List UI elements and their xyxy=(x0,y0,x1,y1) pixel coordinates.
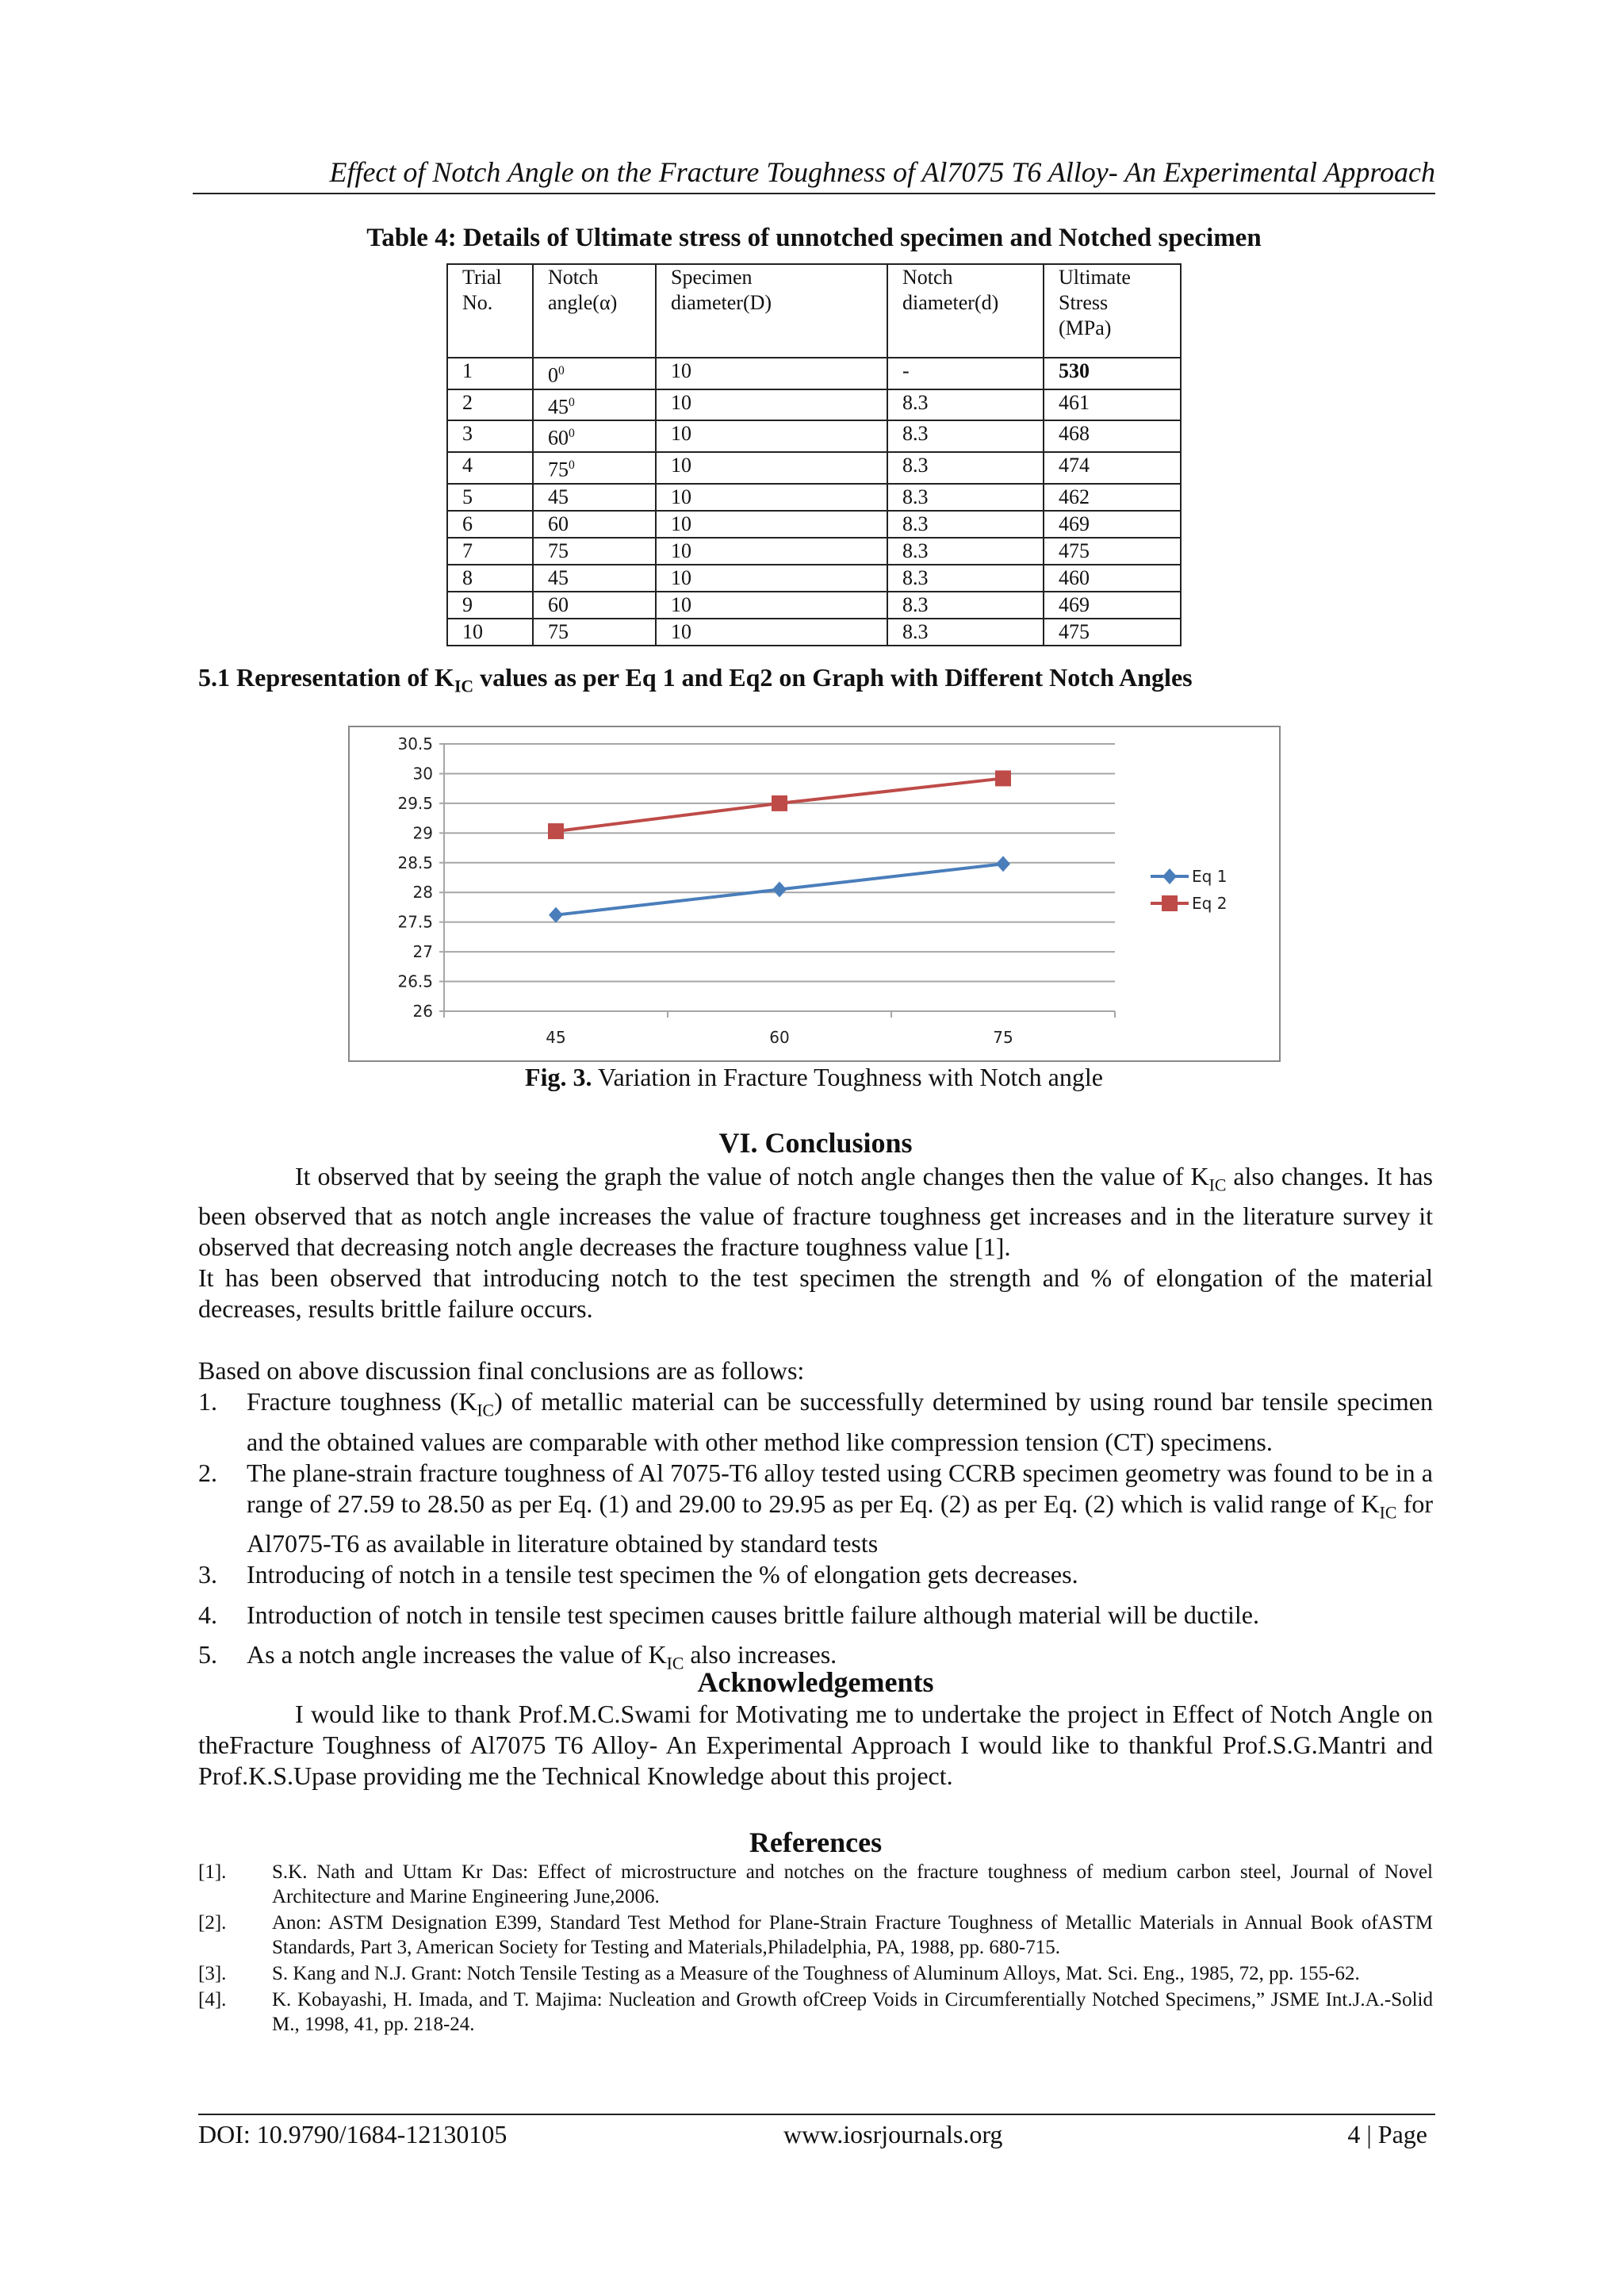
cell-value: 3 xyxy=(462,422,473,446)
cell-value: 8.3 xyxy=(902,453,929,477)
cell-value: 45 xyxy=(548,485,569,508)
cell-value: 462 xyxy=(1059,485,1090,508)
item-text xyxy=(247,1559,1433,1599)
table-cell xyxy=(887,358,1044,389)
sub: IC xyxy=(477,1401,495,1420)
degree-superscript: 0 xyxy=(569,395,575,409)
table-cell xyxy=(533,358,656,389)
header-line: diameter(d) xyxy=(902,291,999,314)
header-cell xyxy=(533,264,656,358)
cell-value: 10 xyxy=(671,619,691,643)
cell-value: - xyxy=(902,359,910,382)
heading-text: 5.1 Representation of K xyxy=(198,663,454,692)
cell-value: 10 xyxy=(671,422,691,446)
cell-value: 8.3 xyxy=(902,485,929,508)
text: also changes. It has been observed that as notch angle increases the value of fracture toughness get increases and in the literature survey it observed that decreasing notch angle decreases the fracture toughness value [1]. xyxy=(198,1162,1434,1262)
item-number: 2. xyxy=(198,1458,217,1487)
y-tick-label: 29 xyxy=(412,823,433,843)
table-cell xyxy=(447,619,533,646)
text: also increases. xyxy=(684,1639,837,1669)
table-row xyxy=(447,538,1181,565)
y-tick-label: 30 xyxy=(412,764,433,784)
y-tick-label: 29.5 xyxy=(397,793,433,813)
cell-value: 6 xyxy=(462,512,473,535)
data-point xyxy=(548,823,564,839)
header-cell xyxy=(1044,264,1181,358)
table-cell xyxy=(887,389,1044,421)
table-cell xyxy=(656,538,887,565)
figure-label: Fig. 3. xyxy=(525,1063,592,1091)
header-cell xyxy=(656,264,887,358)
text: for Al7075-T6 as available in literature obtained by standard tests xyxy=(247,1489,1434,1558)
y-tick-label: 27 xyxy=(412,942,433,962)
y-tick-label: 27.5 xyxy=(397,912,433,932)
conclusions-heading: VI. Conclusions xyxy=(718,1127,913,1159)
cell-value: 474 xyxy=(1059,453,1090,477)
cell-value: 461 xyxy=(1059,390,1090,414)
header-line: (MPa) xyxy=(1059,316,1112,339)
x-tick-label: 45 xyxy=(546,1028,566,1047)
reference-text: S.K. Nath and Uttam Kr Das: Effect of microstructure and notches on the fracture toughness of medium carbon steel, Journal of Novel Architecture and Marine Engineering June,2006. xyxy=(272,1861,1433,1907)
table-row xyxy=(447,592,1181,619)
x-tick-label: 75 xyxy=(993,1028,1013,1047)
acknowledgements-text: I would like to thank Prof.M.C.Swami for Motivating me to undertake the project in Effect of Notch Angle on theFracture Toughness of Al7075 T6 Alloy- An Experimental Approach I would like to thankful Prof.S.G.Mantri and Prof.K.S.Upase providing me the Technical Knowledge about this project. xyxy=(198,1700,1433,1790)
heading-text-end: values as per Eq 1 and Eq2 on Graph with Different Notch Angles xyxy=(473,663,1193,692)
header-line: Specimen xyxy=(671,266,753,289)
table-cell xyxy=(1044,619,1181,646)
text: It observed that by seeing the graph the value of notch angle changes then the value of K xyxy=(295,1162,1209,1190)
table-cell xyxy=(1044,420,1181,452)
footer-doi: DOI: 10.9790/1684-12130105 xyxy=(198,2120,508,2148)
reference-number: [1]. xyxy=(198,1861,227,1883)
table-cell xyxy=(887,619,1044,646)
text: The plane-strain fracture toughness of Al 7075-T6 alloy tested using CCRB specimen geometry was found to be in a range of 27.59 to 28.50 as per Eq. (1) and 29.00 to 29.95 as per Eq. (2) as per Eq. (2) which is valid range of K xyxy=(247,1458,1433,1518)
table-cell xyxy=(533,484,656,511)
table-row xyxy=(447,420,1181,452)
reference-item xyxy=(198,1961,1433,1986)
table-cell xyxy=(656,565,887,592)
table-cell xyxy=(656,484,887,511)
y-tick-label: 28 xyxy=(412,883,433,903)
table-row xyxy=(447,565,1181,592)
cell-value: 460 xyxy=(1059,565,1090,589)
cell-value: 8.3 xyxy=(902,539,929,562)
conclusion-item xyxy=(198,1386,1433,1457)
reference-item xyxy=(198,1860,1433,1909)
degree-superscript: 0 xyxy=(569,427,575,441)
table-cell xyxy=(1044,389,1181,421)
item-text xyxy=(247,1458,1433,1559)
cell-value: 75 xyxy=(548,539,569,562)
table-cell xyxy=(656,389,887,421)
table-cell xyxy=(447,538,533,565)
cell-value: 530 xyxy=(1059,359,1090,382)
footer-page-number: 4 | Page xyxy=(1347,2120,1427,2148)
text: Introduction of notch in tensile test specimen causes brittle failure although material will be ductile. xyxy=(247,1600,1259,1629)
reference-text: K. Kobayashi, H. Imada, and T. Majima: Nucleation and Growth ofCreep Voids in Circumferentially Notched Specimens,” JSME Int.J.A.-Solid M., 1998, 41, pp. 218-24. xyxy=(272,1989,1433,2035)
cell-value: 0 xyxy=(548,363,558,387)
acknowledgements-heading: Acknowledgements xyxy=(697,1666,934,1698)
item-number: 1. xyxy=(198,1387,217,1416)
cell-value: 45 xyxy=(548,565,569,589)
text: ) of metallic material can be successfully determined by using round bar tensile specimen and the obtained values are comparable with other method like compression tension (CT) specimens. xyxy=(247,1387,1434,1456)
table-cell xyxy=(533,420,656,452)
cell-value: 468 xyxy=(1059,422,1090,446)
table-cell xyxy=(447,592,533,619)
table-cell xyxy=(533,619,656,646)
references-list xyxy=(198,1860,1433,2038)
header-line: Notch xyxy=(548,266,599,289)
table-cell xyxy=(1044,358,1181,389)
table-cell xyxy=(447,565,533,592)
table-row xyxy=(447,619,1181,646)
header-line: diameter(D) xyxy=(671,291,772,314)
cell-value: 8.3 xyxy=(902,512,929,535)
cell-value: 1 xyxy=(462,359,473,382)
degree-superscript: 0 xyxy=(569,458,575,472)
table-cell xyxy=(533,452,656,484)
table-caption: Table 4: Details of Ultimate stress of unnotched specimen and Notched specimen xyxy=(366,224,1262,252)
cell-value: 60 xyxy=(548,592,569,616)
table-cell xyxy=(447,484,533,511)
cell-value: 60 xyxy=(548,512,569,535)
header-line: angle(α) xyxy=(548,291,618,314)
table-cell xyxy=(1044,538,1181,565)
table-cell xyxy=(533,538,656,565)
conclusions-paragraph-2: It has been observed that introducing notch to the test specimen the strength and % of elongation of the material decreases, results brittle failure occurs. xyxy=(198,1263,1433,1324)
table-row xyxy=(447,452,1181,484)
sub: IC xyxy=(1379,1503,1397,1523)
conclusions-list xyxy=(198,1386,1433,1679)
ultimate-stress-table xyxy=(446,263,1182,646)
header-line: Notch xyxy=(902,266,953,289)
reference-item xyxy=(198,1987,1433,2037)
cell-value: 60 xyxy=(548,426,569,450)
table-row xyxy=(447,358,1181,389)
reference-number: [3]. xyxy=(198,1963,227,1984)
sub: IC xyxy=(666,1654,684,1673)
item-number: 5. xyxy=(198,1639,217,1669)
y-tick-label: 30.5 xyxy=(397,734,433,753)
reference-text: S. Kang and N.J. Grant: Notch Tensile Testing as a Measure of the Toughness of Aluminum Alloys, Mat. Sci. Eng., 1985, 72, pp. 155-62. xyxy=(272,1963,1360,1984)
cell-value: 10 xyxy=(671,539,691,562)
figure-text: Variation in Fracture Toughness with Notch angle xyxy=(592,1063,1103,1091)
cell-value: 8.3 xyxy=(902,422,929,446)
table-cell xyxy=(656,452,887,484)
reference-item xyxy=(198,1911,1433,1960)
table-cell xyxy=(447,358,533,389)
x-tick-label: 60 xyxy=(769,1028,790,1047)
table-cell xyxy=(887,452,1044,484)
text: Fracture toughness (K xyxy=(247,1387,477,1416)
table-cell xyxy=(447,389,533,421)
header-cell xyxy=(447,264,533,358)
header-cell xyxy=(887,264,1044,358)
legend-label: Eq 2 xyxy=(1192,894,1228,913)
cell-value: 469 xyxy=(1059,512,1090,535)
table-cell xyxy=(447,452,533,484)
cell-value: 10 xyxy=(671,390,691,414)
table-row xyxy=(447,484,1181,511)
data-point xyxy=(995,770,1011,786)
reference-number: [4]. xyxy=(198,1989,227,2010)
conclusion-item xyxy=(198,1458,1433,1559)
cell-value: 75 xyxy=(548,458,569,481)
footer-site-link[interactable]: www.iosrjournals.org xyxy=(783,2120,1003,2148)
table-row xyxy=(447,389,1181,421)
cell-value: 475 xyxy=(1059,619,1090,643)
table-header-row xyxy=(447,264,1181,358)
header-line: Trial xyxy=(462,266,502,289)
table-cell xyxy=(447,420,533,452)
reference-number: [2]. xyxy=(198,1912,227,1934)
cell-value: 10 xyxy=(671,592,691,616)
cell-value: 45 xyxy=(548,395,569,419)
table-cell xyxy=(533,511,656,538)
conclusions-body xyxy=(198,1161,1433,1679)
item-number: 4. xyxy=(198,1600,217,1629)
table-cell xyxy=(533,565,656,592)
table-cell xyxy=(1044,484,1181,511)
table-cell xyxy=(887,484,1044,511)
cell-value: 4 xyxy=(462,453,473,477)
references-heading: References xyxy=(749,1826,883,1858)
conclusion-item xyxy=(198,1600,1433,1639)
table-cell xyxy=(656,592,887,619)
reference-text: Anon: ASTM Designation E399, Standard Test Method for Plane-Strain Fracture Toughness of Metallic Materials in Annual Book ofASTM Standards, Part 3, American Society for Testing and Materials,Philadelphia, PA, 1988, pp. 680-715. xyxy=(272,1912,1433,1958)
table-cell xyxy=(887,592,1044,619)
legend-label: Eq 1 xyxy=(1192,867,1228,886)
cell-value: 10 xyxy=(671,565,691,589)
cell-value: 5 xyxy=(462,485,473,508)
cell-value: 10 xyxy=(462,619,483,643)
cell-value: 10 xyxy=(671,485,691,508)
running-header: Effect of Notch Angle on the Fracture Toughness of Al7075 T6 Alloy- An Experimental Approach xyxy=(329,156,1435,188)
cell-value: 10 xyxy=(671,453,691,477)
conclusions-intro: Based on above discussion final conclusions are as follows: xyxy=(198,1356,805,1386)
degree-superscript: 0 xyxy=(558,364,565,378)
y-tick-label: 26 xyxy=(412,1002,433,1021)
conclusions-paragraph-1 xyxy=(198,1161,1433,1263)
table-cell xyxy=(1044,565,1181,592)
cell-value: 2 xyxy=(462,390,473,414)
table-cell xyxy=(1044,452,1181,484)
y-tick-label: 26.5 xyxy=(397,972,433,991)
item-text xyxy=(247,1600,1433,1639)
table-cell xyxy=(1044,592,1181,619)
cell-value: 7 xyxy=(462,539,473,562)
table-cell xyxy=(447,511,533,538)
heading-sub: IC xyxy=(454,677,474,696)
item-text xyxy=(247,1386,1433,1457)
section-5-1-heading xyxy=(198,663,1193,696)
table-cell xyxy=(533,389,656,421)
table-cell xyxy=(656,511,887,538)
cell-value: 10 xyxy=(671,512,691,535)
data-point xyxy=(772,795,787,811)
table-cell xyxy=(533,592,656,619)
table-cell xyxy=(887,420,1044,452)
table-cell xyxy=(656,420,887,452)
sub: IC xyxy=(1208,1175,1227,1195)
cell-value: 8.3 xyxy=(902,619,929,643)
cell-value: 8 xyxy=(462,565,473,589)
cell-value: 10 xyxy=(671,359,691,382)
cell-value: 8.3 xyxy=(902,565,929,589)
cell-value: 475 xyxy=(1059,539,1090,562)
table-cell xyxy=(656,358,887,389)
table-cell xyxy=(887,538,1044,565)
table-cell xyxy=(656,619,887,646)
footer-divider xyxy=(198,2114,1435,2115)
table-row xyxy=(447,511,1181,538)
header-line: No. xyxy=(462,291,493,314)
header-divider xyxy=(193,193,1435,194)
cell-value: 8.3 xyxy=(902,592,929,616)
text: As a notch angle increases the value of K xyxy=(247,1639,667,1669)
cell-value: 9 xyxy=(462,592,473,616)
item-number: 3. xyxy=(198,1560,217,1589)
legend-marker xyxy=(1162,895,1178,911)
text: Introducing of notch in a tensile test specimen the % of elongation gets decreases. xyxy=(247,1560,1078,1589)
y-tick-label: 28.5 xyxy=(397,853,433,872)
cell-value: 469 xyxy=(1059,592,1090,616)
table-cell xyxy=(887,565,1044,592)
table-cell xyxy=(1044,511,1181,538)
header-line: Ultimate xyxy=(1059,266,1131,289)
cell-value: 75 xyxy=(548,619,569,643)
table-cell xyxy=(887,511,1044,538)
kic-line-chart xyxy=(348,726,1281,1062)
cell-value: 8.3 xyxy=(902,390,929,414)
header-line: Stress xyxy=(1059,291,1109,314)
figure-caption xyxy=(193,1063,1435,1092)
conclusion-item xyxy=(198,1559,1433,1599)
